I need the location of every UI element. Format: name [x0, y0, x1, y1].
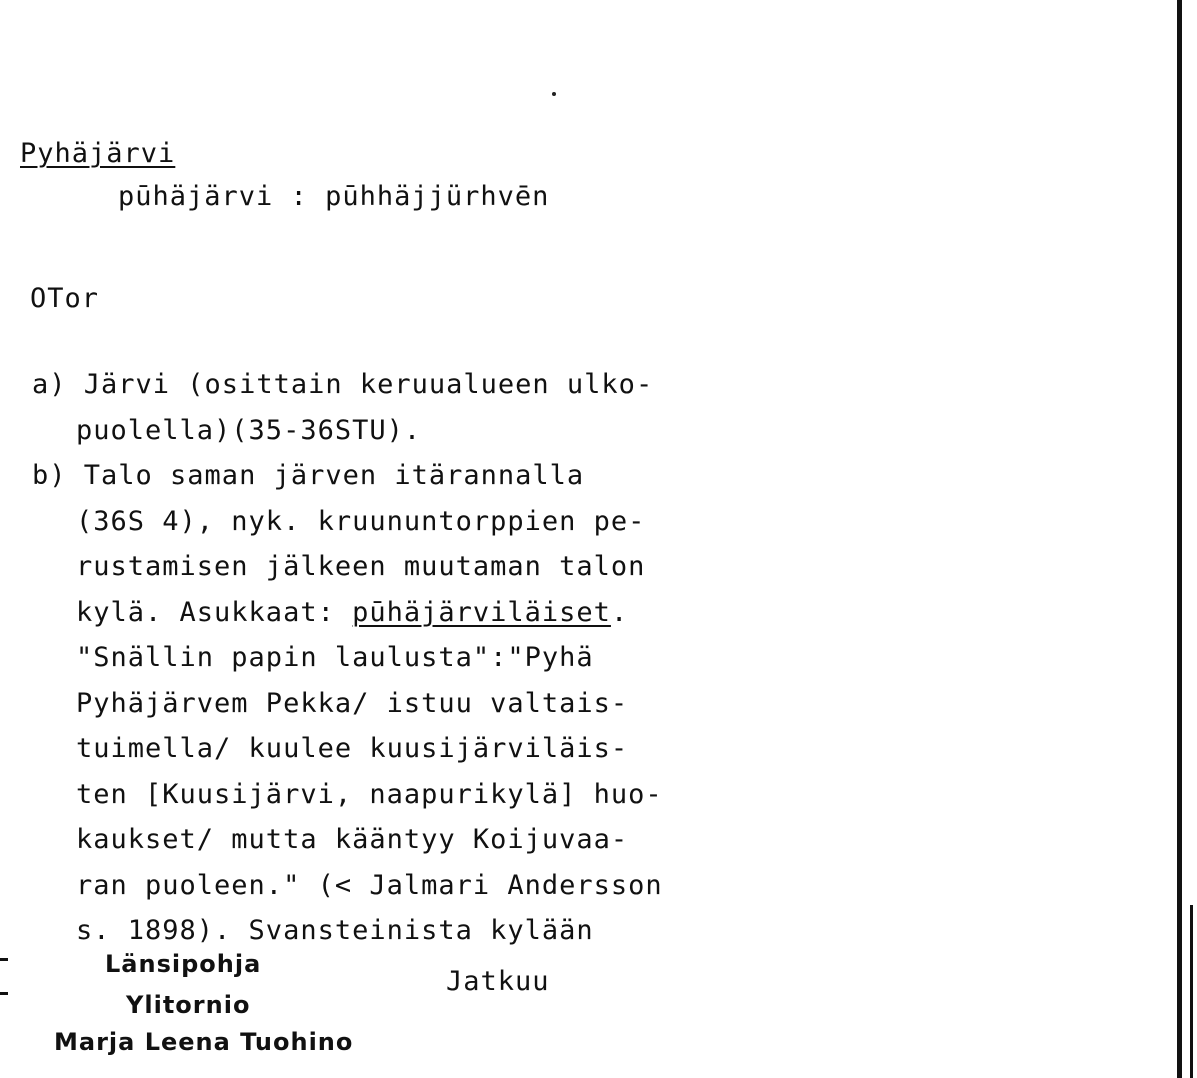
- entry-body: [32, 362, 752, 954]
- body-line: ten [Kuusijärvi, naapurikylä] huo-: [76, 778, 663, 810]
- page-edge-line: [1177, 0, 1182, 1078]
- body-line: puolella)(35-36STU).: [76, 414, 422, 446]
- edge-tick: [0, 992, 8, 995]
- pronunciation: pūhäjärvi : pūhhäjjürhvēn: [118, 181, 550, 212]
- inhabitant-name: pūhäjärviläiset: [352, 596, 611, 628]
- ink-speck: [552, 92, 556, 96]
- body-line: Pyhäjärvem Pekka/ istuu valtais-: [76, 687, 629, 719]
- page-edge-line-lower: [1190, 905, 1193, 1078]
- body-text: kylä. Asukkaat:: [76, 596, 353, 628]
- body-line: rustamisen jälkeen muutaman talon: [76, 551, 646, 582]
- body-line: tuimella/ kuulee kuusijärviläis-: [76, 733, 629, 764]
- continued-note: Jatkuu: [446, 966, 550, 997]
- body-line: ran puoleen." (< Jalmari Andersson: [76, 869, 663, 901]
- stamp-collector: Marja Leena Tuohino: [54, 1028, 354, 1056]
- entry-title: Pyhäjärvi: [20, 138, 176, 169]
- stamp-region: Länsipohja: [105, 950, 262, 978]
- body-text: .: [610, 596, 629, 628]
- body-line: (36S 4), nyk. kruununtorppien pe-: [76, 505, 646, 537]
- body-line: b) Talo saman järven itärannalla: [32, 460, 585, 491]
- body-line: s. 1898). Svansteinista kylään: [76, 915, 594, 946]
- stamp-parish: Ylitornio: [126, 991, 251, 1019]
- body-line: [32, 590, 752, 636]
- body-line: a) Järvi (osittain keruualueen ulko-: [32, 369, 654, 400]
- source-code: OTor: [30, 283, 100, 314]
- body-line: kaukset/ mutta kääntyy Koijuvaa-: [76, 824, 629, 855]
- edge-tick: [0, 958, 8, 961]
- body-line: "Snällin papin laulusta":"Pyhä: [76, 642, 594, 673]
